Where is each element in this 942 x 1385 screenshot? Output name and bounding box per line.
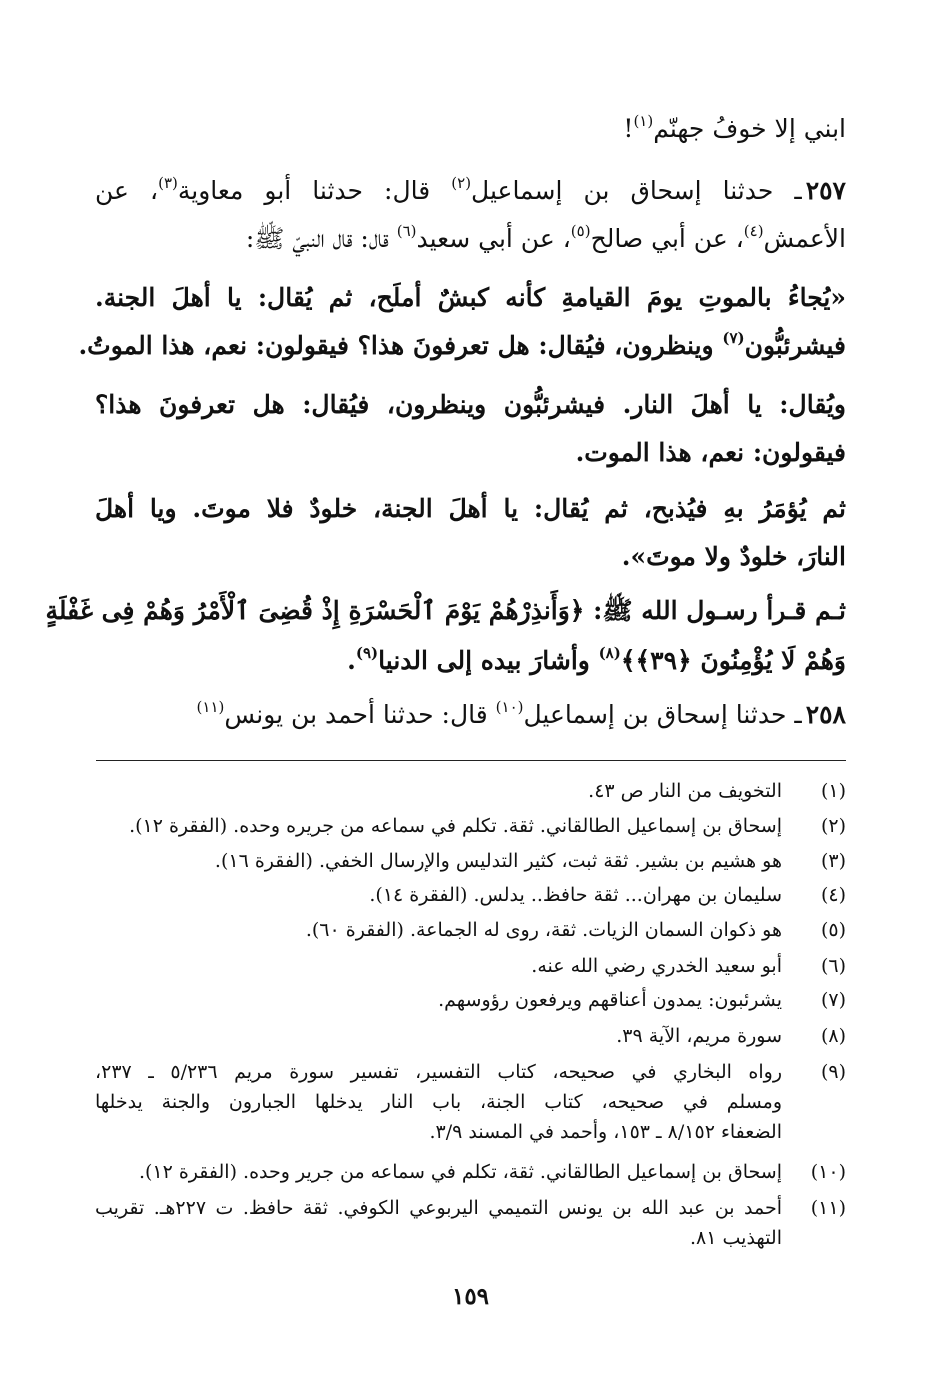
text-fragment: وَهُمْ لَا يُؤْمِنُونَ ﴿٣٩﴾﴾ [620, 646, 846, 675]
footnote-5 [95, 915, 846, 945]
footnote-number: (٣) [820, 850, 846, 872]
text-fragment: وينظرون، فيُقال: هل تعرفونَ هذا؟ فيقولون: نعم، هذا الموتُ. [78, 331, 723, 360]
hadith-257-line-2 [95, 222, 846, 256]
footnote-ref[interactable]: (٧) [722, 329, 745, 347]
text-fragment: ـ حدثنا إسحاق بن إسماعيل [471, 176, 802, 205]
text-fragment: النارَ، خلودٌ ولا موتَ». [621, 542, 846, 571]
footnote-3 [95, 846, 846, 876]
footnote-11 [95, 1193, 846, 1253]
book-page [45, 0, 846, 1385]
footnote-7 [95, 985, 846, 1015]
footnote-ref[interactable]: (٦) [396, 222, 417, 240]
quote-line [95, 388, 846, 422]
text-fragment: وأشارَ بيده إلى الدنيا [378, 646, 599, 675]
quote-line [95, 281, 846, 315]
footnote-text-line: أحمد بن عبد الله بن يونس التميمي اليربوعي الكوفي. ثقة حافظ. ت ٢٢٧هـ. تقريب [95, 1197, 782, 1219]
footnote-text-line: ومسلم في صحيحه، كتاب الجنة، باب النار يدخلها الجبارون والجنة يدخلها [95, 1091, 782, 1113]
footnote-ref[interactable]: (٤) [743, 222, 764, 240]
text-fragment: ، عن [95, 176, 159, 205]
footnote-number: (٦) [820, 955, 846, 977]
footnote-number: (٤) [820, 884, 846, 906]
hadith-258-line-1 [95, 698, 846, 732]
footnote-number: (٧) [820, 989, 846, 1011]
footnote-number: (١٠) [810, 1161, 846, 1183]
footnote-text-line: التهذيب ٨١. [690, 1227, 782, 1249]
quote-line [78, 329, 846, 363]
footnote-number: (١١) [810, 1197, 846, 1219]
footnote-divider [96, 760, 846, 761]
footnote-2 [95, 811, 846, 841]
footnote-text-line: التخويف من النار ص ٤٣. [588, 780, 782, 802]
footnote-number: (٩) [820, 1061, 846, 1083]
footnote-text-line: هو هشيم بن بشير. ثقة ثبت، كثير التدليس والإرسال الخفي. (الفقرة ١٦). [214, 850, 782, 872]
footnote-text-line: رواه البخاري في صحيحه، كتاب التفسير، تفسير سورة مريم ٥/٢٣٦ ـ ٢٣٧، [95, 1061, 782, 1083]
text-line [95, 112, 846, 146]
quote-line [95, 540, 846, 574]
text-fragment: ، عن أبي سعيد [416, 224, 571, 253]
footnote-number: (١) [820, 780, 846, 802]
footnote-text-line: هو ذكوان السمان الزيات. ثقة، روى له الجماعة. (الفقرة ٦٠). [305, 919, 782, 941]
footnote-ref[interactable]: (٣) [158, 174, 178, 192]
text-fragment: ، عن أبي صالح [590, 224, 744, 253]
text-fragment: الأعمش [763, 224, 846, 253]
verse-line [45, 594, 846, 628]
footnote-text-line: يشرئبون: يمدون أعناقهم ويرفعون رؤوسهم. [438, 989, 782, 1011]
hadith-number: ٢٥٧ [805, 176, 846, 205]
footnote-ref[interactable]: (٢) [451, 174, 472, 192]
text-fragment: قال: حدثنا أبو معاوية [177, 176, 452, 205]
footnote-text-line: الضعفاء ٨/١٥٢ ـ ١٥٣، وأحمد في المسند ٣/٩. [429, 1121, 782, 1143]
hadith-number: ٢٥٨ [805, 700, 846, 729]
footnote-9 [95, 1057, 846, 1147]
page-number: ١٥٩ [451, 1283, 490, 1310]
text-fragment: فيشرئبُّون [744, 331, 846, 360]
footnote-ref[interactable]: (١١) [196, 698, 225, 716]
verse-line [95, 644, 846, 678]
footnote-text-line: سورة مريم، الآية ٣٩. [616, 1025, 782, 1047]
footnote-ref[interactable]: (٥) [570, 222, 591, 240]
footnote-text-line: إسحاق بن إسماعيل الطالقاني. ثقة، تكلم في سماعه من جرير وحده. (الفقرة ١٢). [138, 1161, 782, 1183]
footnote-ref[interactable]: (٨) [598, 644, 621, 662]
footnote-4 [95, 880, 846, 910]
footnote-ref[interactable]: (١) [633, 112, 654, 130]
footnote-text-line: سليمان بن مهران... ثقة حافظ.. يدلس. (الفقرة ١٤). [369, 884, 782, 906]
text-fragment: «يُجاءُ بالموتِ يومَ القيامةِ كأنه كبشٌ أملَح، ثم يُقال: يا أهلَ الجنة. [95, 283, 846, 312]
footnote-10 [95, 1157, 846, 1187]
text-fragment: . [347, 646, 356, 675]
footnote-number: (٢) [820, 815, 846, 837]
text-fragment: فيقولون: نعم، هذا الموت. [575, 438, 846, 467]
text-fragment: ويُقال: يا أهلَ النار. فيشرئبُّون وينظرون، فيُقال: هل تعرفونَ هذا؟ [95, 390, 846, 419]
footnote-6 [95, 951, 846, 981]
text-fragment: قال: حدثنا أحمد بن يونس [224, 700, 496, 729]
footnote-8 [95, 1021, 846, 1051]
text-fragment: قال: قال النبيّ ﷺ: [245, 224, 397, 253]
quote-line [95, 492, 846, 526]
footnote-1 [95, 776, 846, 806]
text-fragment: ابني إلا خوفُ جهنّم [653, 114, 846, 143]
footnote-number: (٥) [820, 919, 846, 941]
footnote-ref[interactable]: (١٠) [495, 698, 524, 716]
text-fragment: ثم يُؤمَرُ بهِ فيُذبح، ثم يُقال: يا أهلَ الجنة، خلودٌ فلا موتَ. ويا أهلَ [95, 494, 846, 523]
footnote-text-line: إسحاق بن إسماعيل الطالقاني. ثقة. تكلم في سماعه من جريره وحده. (الفقرة ١٢). [129, 815, 782, 837]
text-fragment: ! [623, 114, 634, 143]
footnote-text-line: أبو سعيد الخدري رضي الله عنه. [531, 955, 782, 977]
quote-line [95, 436, 846, 470]
hadith-257-line-1 [95, 174, 846, 208]
text-fragment: ثـم قـرأ رسـول الله ﷺ: ﴿وَأَنذِرْهُمْ يَوْمَ ٱلْحَسْرَةِ إِذْ قُضِىَ ٱلْأَمْرُ وَهُمْ فِى غَفْلَةٍ [45, 596, 846, 625]
footnote-number: (٨) [820, 1025, 846, 1047]
footnote-ref[interactable]: (٩) [355, 644, 379, 662]
text-fragment: ـ حدثنا إسحاق بن إسماعيل [523, 700, 802, 729]
